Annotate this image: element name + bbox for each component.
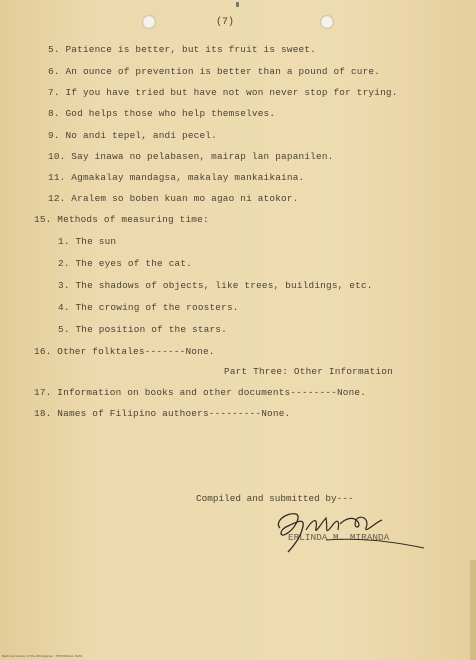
text-line: 11. Agmakalay mandagsa, makalay mankaikaina. — [48, 172, 305, 183]
text-line: 2. The eyes of the cat. — [58, 258, 192, 269]
staple-mark — [236, 2, 239, 7]
text-line: 5. Patience is better, but its fruit is sweet. — [48, 44, 316, 55]
compiled-label: Compiled and submitted by--- — [196, 493, 354, 504]
punch-hole-right — [320, 15, 334, 29]
typed-name: ERLINDA M. MIRANDA — [288, 532, 390, 543]
text-line: 4. The crowing of the roosters. — [58, 302, 239, 313]
section-heading: 15. Methods of measuring time: — [34, 214, 209, 225]
archive-footer: National Library of the Philippines · HISTORICAL DATA — [2, 654, 83, 658]
text-line: 9. No andi tepel, andi pecel. — [48, 130, 217, 141]
punch-hole-left — [142, 15, 156, 29]
text-line: 6. An ounce of prevention is better than a pound of cure. — [48, 66, 381, 77]
handwritten-signature — [266, 500, 426, 560]
text-line: 7. If you have tried but have not won never stop for trying. — [48, 87, 398, 98]
part-heading: Part Three: Other Information — [224, 366, 393, 377]
section-heading: 16. Other folktales-------None. — [34, 346, 215, 357]
page-edge-shadow — [470, 560, 476, 660]
section-heading: 17. Information on books and other documents--------None. — [34, 387, 367, 398]
page-number: (7) — [216, 17, 235, 28]
text-line: 3. The shadows of objects, like trees, buildings, etc. — [58, 280, 373, 291]
text-line: 10. Say inawa no pelabasen, mairap lan papanilen. — [48, 151, 334, 162]
text-line: 12. Aralem so boben kuan mo agao ni atokor. — [48, 193, 299, 204]
text-line: 1. The sun — [58, 236, 117, 247]
text-line: 8. God helps those who help themselves. — [48, 108, 276, 119]
text-line: 5. The position of the stars. — [58, 324, 227, 335]
section-heading: 18. Names of Filipino authoers---------None. — [34, 408, 291, 419]
